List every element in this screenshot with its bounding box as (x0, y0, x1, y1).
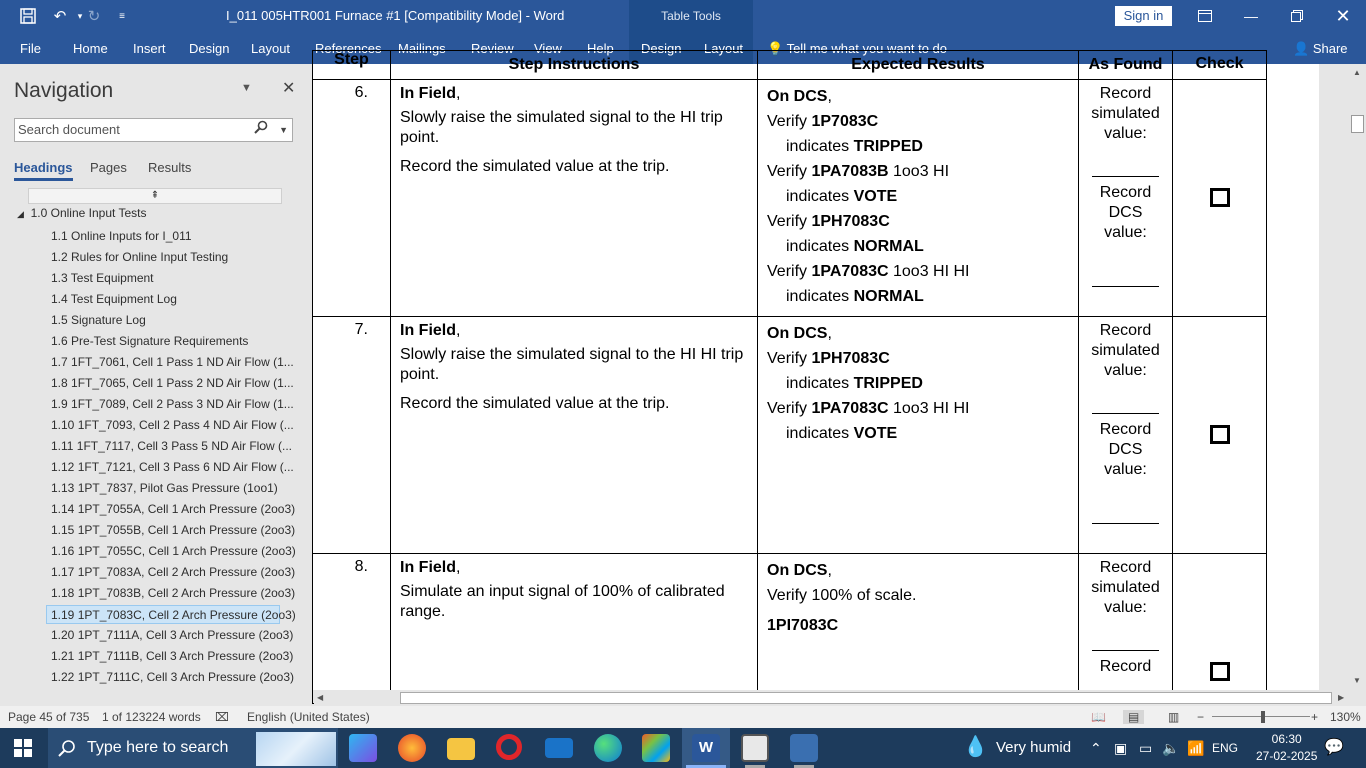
expected-text: 1oo3 HI (888, 163, 950, 180)
as-found-simulated-label: Record simulated value: (1091, 559, 1160, 616)
nav-search-placeholder: Search document (18, 122, 120, 137)
nav-heading-item[interactable]: 1.5 Signature Log (51, 313, 146, 327)
taskbar-search-placeholder: Type here to search (87, 739, 229, 756)
vertical-scrollbar[interactable] (1349, 64, 1366, 690)
web-layout-icon[interactable]: ▥ (1168, 710, 1180, 724)
expected-text: 1oo3 HI HI (888, 400, 970, 417)
expected-results (758, 80, 1079, 317)
expected-text: 1oo3 HI HI (888, 263, 970, 280)
step-number: 6. (313, 80, 391, 317)
taskbar (0, 728, 1366, 768)
tab-table-design[interactable]: Design (641, 41, 682, 56)
nav-heading-item[interactable]: 1.3 Test Equipment (51, 271, 154, 285)
expected-line (767, 84, 1069, 109)
expected-line (767, 321, 1069, 346)
undo-icon[interactable]: ↶ (53, 8, 67, 25)
firefox-icon[interactable] (398, 734, 426, 762)
as-found-cell[interactable] (1079, 317, 1173, 554)
input-language[interactable]: ENG (1212, 741, 1239, 755)
search-highlight-image (256, 732, 336, 766)
expected-tag: TRIPPED (853, 138, 923, 155)
nav-heading-item[interactable]: 1.14 1PT_7055A, Cell 1 Arch Pressure (2oo3) (51, 502, 296, 516)
expected-text: indicates (786, 138, 854, 155)
as-found-blank-line[interactable] (1092, 650, 1159, 651)
expected-line (767, 558, 1069, 583)
clock[interactable] (1256, 731, 1317, 765)
tab-help[interactable]: Help (587, 41, 614, 56)
check-cell (1173, 80, 1267, 317)
nav-tab-headings[interactable]: Headings (14, 160, 73, 181)
zoom-slider-thumb[interactable] (1261, 711, 1265, 723)
expected-text: Verify (767, 263, 812, 280)
expected-text: indicates (786, 425, 854, 442)
tab-table-layout[interactable]: Layout (704, 41, 744, 56)
expected-line (767, 284, 1069, 309)
undo-dropdown-icon[interactable]: ▾ (77, 10, 83, 21)
procedure-table (312, 50, 1267, 704)
ribbon-display-options-icon[interactable] (1182, 0, 1228, 32)
expected-tag: 1PA7083C (811, 263, 889, 280)
as-found-dcs-label: Record (1099, 658, 1152, 675)
share-label: Share (1312, 41, 1348, 56)
horizontal-scrollbar[interactable] (314, 690, 1349, 707)
tab-review[interactable]: Review (471, 41, 514, 56)
expected-tag: 1PA7083B (811, 163, 889, 180)
scroll-left-icon[interactable]: ◀ (317, 693, 324, 702)
expected-tag: 1P7083C (811, 113, 879, 130)
expected-tag: NORMAL (853, 238, 924, 255)
tab-layout[interactable]: Layout (251, 41, 291, 56)
zoom-in-icon[interactable]: + (1311, 710, 1319, 724)
nav-tab-pages[interactable]: Pages (90, 160, 127, 175)
expected-line (767, 613, 1069, 638)
read-mode-icon[interactable]: 📖 (1091, 710, 1106, 724)
app-window-icon[interactable] (790, 734, 818, 762)
expected-tag: VOTE (853, 425, 898, 442)
header-check: Check (1173, 51, 1267, 80)
as-found-blank-line[interactable] (1092, 286, 1159, 287)
navigation-pane (0, 64, 307, 706)
nav-heading-item[interactable]: 1.17 1PT_7083A, Cell 2 Arch Pressure (2oo3) (51, 565, 296, 579)
expected-line (767, 583, 1069, 608)
check-checkbox[interactable] (1210, 662, 1230, 681)
expected-text: Verify (767, 163, 812, 180)
document-title: I_011 005HTR001 Furnace #1 [Compatibility Mode] - Word (226, 8, 565, 23)
word-count[interactable]: 1 of 123224 words (102, 710, 201, 724)
expand-triangle-icon[interactable]: ◢ (17, 209, 24, 219)
scroll-down-icon[interactable]: ▼ (1353, 676, 1361, 685)
photos-icon[interactable] (642, 734, 670, 762)
expected-text: Verify (767, 400, 812, 417)
sign-in-button[interactable]: Sign in (1115, 6, 1172, 26)
expected-text: indicates (786, 188, 854, 205)
tab-mailings[interactable]: Mailings (398, 41, 446, 56)
restore-icon[interactable] (1274, 0, 1320, 32)
scroll-right-icon[interactable]: ▶ (1338, 693, 1345, 702)
weather-label[interactable]: Very humid (996, 739, 1072, 756)
expected-text: Verify (767, 113, 812, 130)
nav-heading-item[interactable]: 1.4 Test Equipment Log (51, 292, 177, 306)
expected-line (767, 184, 1069, 209)
battery-icon[interactable]: ▭ (1139, 740, 1153, 756)
collapse-all-icon[interactable]: ⇞ (28, 188, 282, 204)
step-instructions: In Field, Slowly raise the simulated signal to the HI trip point. Record the simulated value at the trip. (391, 80, 758, 317)
taskbar-search[interactable] (48, 728, 338, 768)
volume-icon[interactable]: 🔈 (1162, 740, 1180, 756)
page-count[interactable]: Page 45 of 735 (8, 710, 90, 724)
expected-text: Verify (767, 350, 812, 367)
horizontal-scroll-thumb[interactable] (400, 692, 1332, 704)
weather-icon[interactable]: 💧 (963, 736, 988, 758)
battery-saver-icon[interactable]: ▣ (1114, 740, 1128, 756)
expected-results (758, 554, 1079, 704)
close-window-icon[interactable]: ✕ (1335, 5, 1351, 26)
step-instructions: In Field, Simulate an input signal of 100% of calibrated range. (391, 554, 758, 704)
pdf-viewer-icon[interactable] (741, 734, 769, 762)
print-layout-icon[interactable]: ▤ (1123, 710, 1144, 724)
nav-heading-item[interactable]: 1.2 Rules for Online Input Testing (51, 250, 229, 264)
copilot-icon[interactable] (349, 734, 377, 762)
opera-icon[interactable] (496, 734, 522, 760)
minimize-icon[interactable]: — (1244, 8, 1258, 24)
nav-heading-item[interactable]: 1.22 1PT_7111C, Cell 3 Arch Pressure (2oo3) (51, 670, 295, 684)
as-found-blank-line[interactable] (1092, 176, 1159, 177)
table-tools-label: Table Tools (661, 9, 721, 23)
as-found-dcs-label: Record DCS value: (1099, 184, 1152, 241)
as-found-simulated-label: Record simulated value: (1091, 85, 1160, 142)
expected-text: , (827, 325, 832, 342)
expected-text: , (827, 562, 832, 579)
expected-line (767, 259, 1069, 284)
step-instructions: In Field, Slowly raise the simulated signal to the HI HI trip point. Record the simulated value at the trip. (391, 317, 758, 554)
word-icon[interactable]: W (692, 734, 720, 762)
redo-icon[interactable]: ↻ (87, 8, 101, 25)
expected-tag: VOTE (853, 188, 898, 205)
header-expected: Expected Results (758, 51, 1079, 80)
mail-icon[interactable] (545, 738, 573, 758)
expected-line (767, 134, 1069, 159)
as-found-dcs-label: Record DCS value: (1099, 421, 1152, 478)
expected-tag: 1PH7083C (811, 213, 890, 230)
nav-heading-item[interactable]: 1.6 Pre-Test Signature Requirements (51, 334, 249, 348)
expected-tag: NORMAL (853, 288, 924, 305)
clock-time: 06:30 (1271, 732, 1302, 746)
expected-tag: 1PI7083C (767, 617, 839, 634)
lightbulb-icon: 💡 (767, 41, 784, 56)
nav-heading-item[interactable]: 1.20 1PT_7111A, Cell 3 Arch Pressure (2oo3) (51, 628, 294, 642)
nav-heading-item[interactable]: 1.13 1PT_7837, Pilot Gas Pressure (1oo1) (51, 481, 278, 495)
instruction-text: Record the simulated value at the trip. (400, 395, 670, 412)
search-icon[interactable] (254, 119, 268, 141)
share-button[interactable] (1293, 41, 1348, 57)
as-found-blank-line[interactable] (1092, 523, 1159, 524)
instruction-text: Slowly raise the simulated signal to the HI HI trip point. (400, 346, 744, 383)
expected-line (767, 346, 1069, 371)
expected-line (767, 159, 1069, 184)
expected-text: indicates (786, 238, 854, 255)
nav-heading-item[interactable]: 1.15 1PT_7055B, Cell 1 Arch Pressure (2oo3) (51, 523, 296, 537)
expected-tag: On DCS (767, 562, 828, 579)
expected-results (758, 317, 1079, 554)
expected-tag: 1PA7083C (811, 400, 889, 417)
expected-line (767, 371, 1069, 396)
show-hidden-icons-icon[interactable]: ⌃ (1090, 740, 1102, 756)
instruction-location: In Field (400, 85, 456, 102)
check-cell (1173, 317, 1267, 554)
header-step: Step (313, 51, 391, 80)
status-bar (0, 706, 1366, 728)
step-number: 8. (313, 554, 391, 704)
expected-tag: 1PH7083C (811, 350, 890, 367)
nav-heading-item[interactable]: 1.21 1PT_7111B, Cell 3 Arch Pressure (2oo3) (51, 649, 294, 663)
expected-text: indicates (786, 375, 854, 392)
nav-heading-item[interactable]: 1.10 1FT_7093, Cell 2 Pass 4 ND Air Flow (... (51, 418, 294, 432)
tab-design[interactable]: Design (189, 41, 230, 56)
tab-insert[interactable]: Insert (133, 41, 166, 56)
heading-level1-label: 1.0 Online Input Tests (30, 206, 147, 220)
as-found-simulated-label: Record simulated value: (1091, 322, 1160, 379)
edge-icon[interactable] (594, 734, 622, 762)
expected-line (767, 421, 1069, 446)
nav-heading-item[interactable]: 1.12 1FT_7121, Cell 3 Pass 6 ND Air Flow (... (51, 460, 294, 474)
file-explorer-icon[interactable] (447, 738, 475, 760)
step-row (313, 80, 1267, 317)
nav-heading-item[interactable]: 1.8 1FT_7065, Cell 1 Pass 2 ND Air Flow (1... (51, 376, 294, 390)
expected-tag: TRIPPED (853, 375, 923, 392)
customize-qat-icon[interactable]: ≡ (119, 10, 125, 22)
document-page[interactable] (312, 51, 1319, 690)
tab-file[interactable]: File (20, 41, 41, 56)
taskbar-search-icon (58, 739, 76, 762)
instruction-text: Record the simulated value at the trip. (400, 158, 670, 175)
expected-text: indicates (786, 288, 854, 305)
nav-options-chevron-icon[interactable]: ▼ (241, 82, 252, 94)
expected-tag: On DCS (767, 325, 828, 342)
scroll-up-icon[interactable]: ▲ (1353, 68, 1361, 77)
vertical-scroll-thumb[interactable] (1351, 115, 1364, 133)
instruction-location: In Field (400, 559, 456, 576)
expected-text: Verify (767, 213, 812, 230)
language[interactable]: English (United States) (247, 710, 370, 724)
tell-me-label: Tell me what you want to do (786, 41, 947, 56)
nav-tab-results[interactable]: Results (148, 160, 192, 175)
as-found-cell[interactable] (1079, 554, 1173, 704)
heading-level1[interactable] (17, 206, 146, 220)
nav-heading-item[interactable]: 1.9 1FT_7089, Cell 2 Pass 3 ND Air Flow (1... (51, 397, 294, 411)
nav-heading-item[interactable]: 1.11 1FT_7117, Cell 3 Pass 5 ND Air Flow (... (51, 439, 292, 453)
expected-tag: On DCS (767, 88, 828, 105)
notifications-icon[interactable]: 💬 (1324, 739, 1344, 756)
check-cell (1173, 554, 1267, 704)
as-found-blank-line[interactable] (1092, 413, 1159, 414)
nav-title: Navigation (14, 79, 114, 102)
nav-close-icon[interactable]: ✕ (282, 80, 296, 97)
expected-line (767, 109, 1069, 134)
wifi-icon[interactable]: 📶 (1187, 740, 1205, 756)
check-checkbox[interactable] (1210, 188, 1230, 207)
instruction-text: Simulate an input signal of 100% of calibrated range. (400, 583, 725, 620)
nav-heading-item[interactable]: 1.16 1PT_7055C, Cell 1 Arch Pressure (2oo3) (51, 544, 296, 558)
table-header-row (313, 51, 1267, 80)
proofing-icon[interactable]: ⌧ (215, 710, 229, 724)
zoom-out-icon[interactable]: − (1197, 710, 1205, 724)
clock-date: 27-02-2025 (1256, 749, 1318, 763)
nav-heading-item[interactable]: 1.19 1PT_7083C, Cell 2 Arch Pressure (2oo3) (46, 605, 280, 624)
expected-line (767, 234, 1069, 259)
step-number: 7. (313, 317, 391, 554)
nav-search-input[interactable] (14, 118, 293, 142)
instruction-location: In Field (400, 322, 456, 339)
step-row (313, 554, 1267, 704)
expected-line (767, 209, 1069, 234)
document-area (307, 51, 1349, 690)
instruction-text: Slowly raise the simulated signal to the HI trip point. (400, 109, 723, 146)
person-icon: 👤 (1293, 41, 1310, 56)
nav-heading-item[interactable]: 1.7 1FT_7061, Cell 1 Pass 1 ND Air Flow (1... (51, 355, 294, 369)
windows-start-icon[interactable] (14, 739, 32, 762)
title-bar (0, 0, 1366, 32)
expected-text: Verify 100% of scale. (767, 587, 917, 604)
expected-line (767, 396, 1069, 421)
tab-view[interactable]: View (534, 41, 562, 56)
save-icon[interactable] (14, 4, 42, 28)
header-instructions: Step Instructions (391, 51, 758, 80)
nav-heading-item[interactable]: 1.1 Online Inputs for I_011 (51, 229, 192, 243)
tab-references[interactable]: References (315, 41, 382, 56)
check-checkbox[interactable] (1210, 425, 1230, 444)
tab-home[interactable]: Home (73, 41, 108, 56)
header-as-found: As Found (1079, 51, 1173, 80)
as-found-cell[interactable] (1079, 80, 1173, 317)
expected-text: , (827, 88, 832, 105)
step-row (313, 317, 1267, 554)
search-dropdown-icon[interactable]: ▼ (279, 125, 288, 135)
nav-heading-item[interactable]: 1.18 1PT_7083B, Cell 2 Arch Pressure (2oo3) (51, 586, 296, 600)
zoom-level[interactable]: 130% (1330, 710, 1361, 724)
